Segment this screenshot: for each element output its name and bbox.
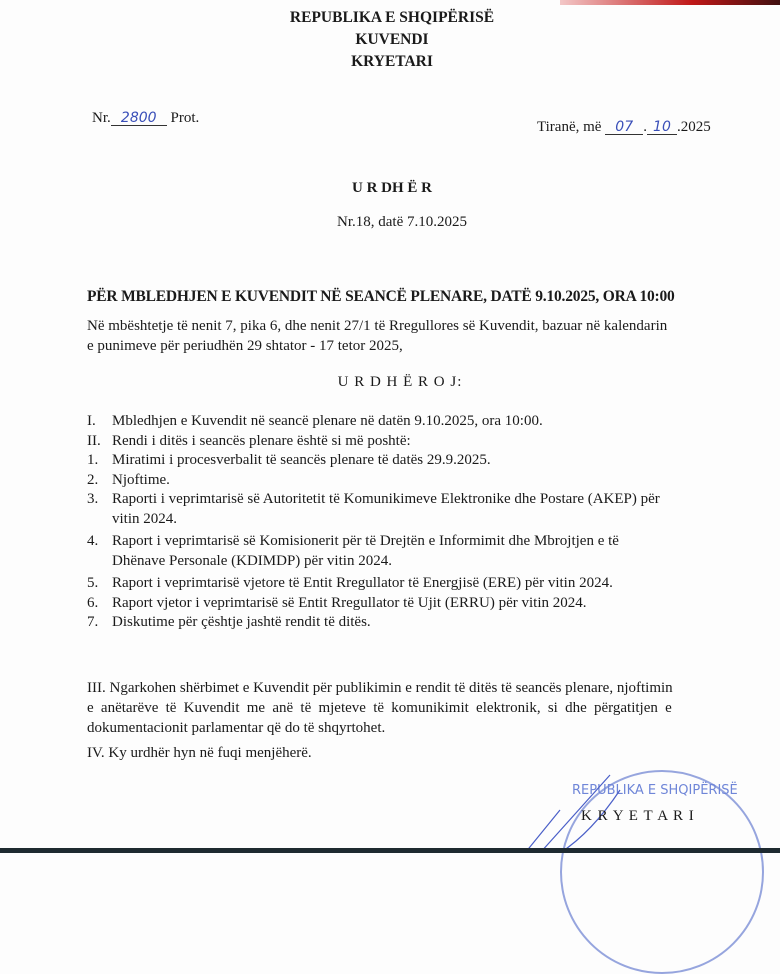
preamble-line: e punimeve për periudhën 29 shtator - 17 tetor 2025, (87, 338, 403, 354)
handwritten-day: 07 (605, 120, 643, 135)
handwritten-number: 2800 (111, 111, 167, 126)
list-item (87, 491, 660, 508)
list-item (87, 433, 411, 450)
top-color-band (560, 0, 780, 5)
header-speaker: KRYETARI (351, 53, 433, 70)
item-number: 7. (87, 614, 99, 630)
bottom-edge (0, 848, 780, 853)
subject-heading: PËR MBLEDHJEN E KUVENDIT NË SEANCË PLENARE, DATË 9.10.2025, ORA 10:00 (87, 288, 675, 305)
item-text: Raport vjetor i veprimtarisë së Entit Rregullator të Ujit (ERRU) për vitin 2024. (112, 594, 587, 611)
order-number: Nr.18, datë 7.10.2025 (337, 214, 467, 230)
item-number: 5. (87, 575, 99, 591)
item-number: I. (87, 413, 96, 429)
list-item (87, 533, 619, 550)
section-4: IV. Ky urdhër hyn në fuqi menjëherë. (87, 745, 312, 761)
section-3-line: dokumentacionit parlamentar që do të shqyrtohet. (87, 720, 386, 736)
header-parliament: KUVENDI (355, 31, 429, 48)
list-item (87, 472, 170, 489)
list-item (87, 413, 543, 430)
list-item (87, 595, 587, 612)
item-number: 2. (87, 471, 99, 488)
item-text: Miratimi i procesverbalit të seancës plenare të datës 29.9.2025. (112, 452, 491, 468)
signature-title: K R Y E T A R I (581, 808, 695, 824)
item-text: Raporti i veprimtarisë së Autoritetit të Komunikimeve Elektronike dhe Postare (AKEP) për (112, 491, 660, 507)
item-number: 3. (87, 491, 99, 507)
item-text: Njoftime. (112, 471, 170, 488)
section-3-line: e anëtarëve të Kuvendit me anë të mjeteve të komunikimit elektronik, si dhe përgatitjen e (87, 700, 672, 716)
item-number: 1. (87, 452, 99, 468)
item-number: 6. (87, 594, 99, 611)
item-number: 4. (87, 533, 99, 549)
orders-heading: U R D H Ë R O J: (337, 374, 463, 390)
seal-text: REPUBLIKA E SHQIPËRISË (572, 783, 738, 798)
item-text: Rendi i ditës i seancës plenare është si më poshtë: (112, 432, 411, 449)
header-republic: REPUBLIKA E SHQIPËRISË (289, 9, 495, 26)
item-text: Diskutime për çështje jashtë rendit të ditës. (112, 614, 371, 630)
protocol-number: Nr. 2800 Prot. (92, 110, 200, 126)
item-text-continued: vitin 2024. (112, 510, 178, 527)
item-text: Raport i veprimtarisë vjetore të Entit Rregullator të Energjisë (ERE) për vitin 2024. (112, 575, 613, 591)
item-number: II. (87, 432, 101, 449)
list-item (87, 452, 491, 469)
order-title: U R DH Ë R (351, 180, 432, 196)
section-3-line: III. Ngarkohen shërbimet e Kuvendit për publikimin e rendit të ditës të seancës plenare, njoftimin (87, 680, 673, 696)
list-item (87, 614, 371, 631)
preamble-line: Në mbështetje të nenit 7, pika 6, dhe nenit 27/1 të Rregullores së Kuvendit, bazuar në kalendarin (87, 318, 668, 334)
item-text: Raport i veprimtarisë së Komisionerit për të Drejtën e Informimit dhe Mbrojtjen e të (112, 533, 619, 549)
date-line: Tiranë, më 07 . 10 .2025 (537, 119, 711, 135)
handwritten-month: 10 (647, 120, 677, 135)
item-text: Mbledhjen e Kuvendit në seancë plenare në datën 9.10.2025, ora 10:00. (112, 413, 543, 429)
list-item (87, 575, 613, 592)
item-text-continued: Dhënave Personale (KDIMDP) për vitin 2024. (112, 552, 392, 569)
